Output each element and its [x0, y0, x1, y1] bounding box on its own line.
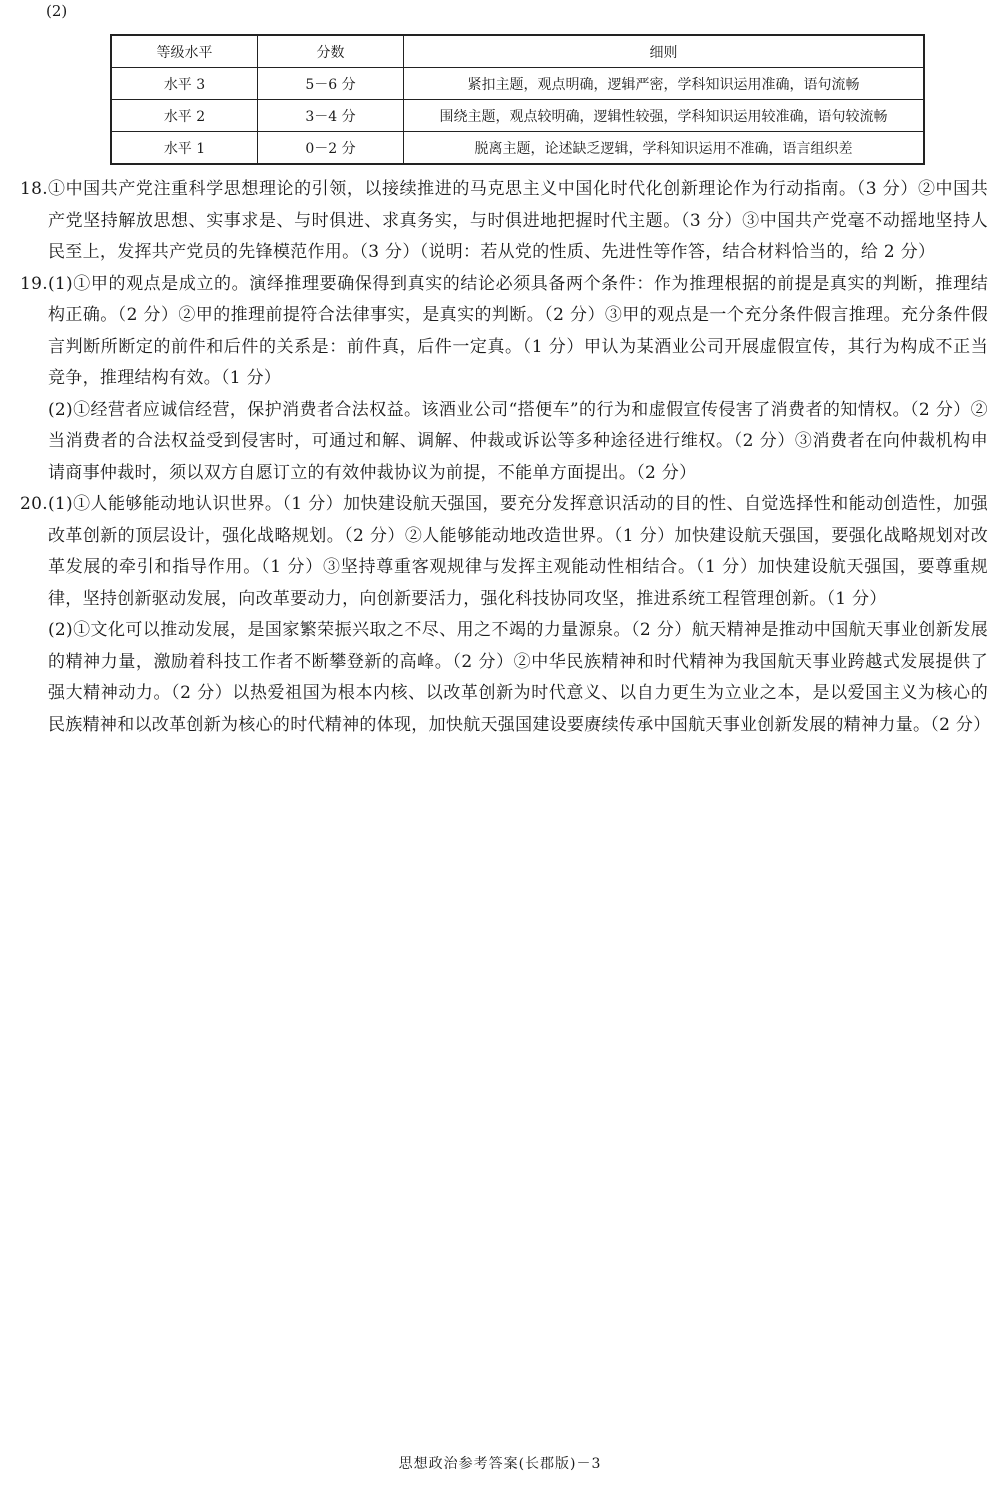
header-level: 等级水平	[111, 35, 258, 68]
question-number: 18.	[20, 179, 48, 199]
level-cell: 水平 1	[111, 132, 258, 165]
question-number: 20.	[20, 494, 48, 514]
criteria-cell: 围绕主题，观点较明确，逻辑性较强，学科知识运用较准确，语句较流畅	[404, 100, 925, 132]
score-cell: 5－6 分	[258, 68, 404, 100]
answer-paragraph: (2)①经营者应诚信经营，保护消费者合法权益。该酒业公司“搭便车”的行为和虚假宣传侵害了消费者的知情权。（2 分）②当消费者的合法权益受到侵害时，可通过和解、调解、仲裁或诉讼等多种途径进行维权。（2 分）③消费者在向仲裁机构申请商事仲裁时，须以双方自愿订立的有效仲裁协议为前提，不能单方面提出。（2 分）	[48, 399, 988, 483]
score-cell: 0－2 分	[258, 132, 404, 165]
criteria-cell: 紧扣主题，观点明确，逻辑严密，学科知识运用准确，语句流畅	[404, 68, 925, 100]
header-criteria: 细则	[404, 35, 925, 68]
scoring-rubric-table	[110, 34, 925, 165]
table-row	[111, 68, 924, 100]
answer-paragraph: (1)①人能够能动地认识世界。（1 分）加快建设航天强国，要充分发挥意识活动的目的性、自觉选择性和能动创造性，加强改革创新的顶层设计，强化战略规划。（2 分）②人能够能动地改造世界。（1 分）加快建设航天强国，要强化战略规划对改革发展的牵引和指导作用。（1 分）③坚持尊重客观规律与发挥主观能动性相结合。（1 分）加快建设航天强国，要尊重规律，坚持创新驱动发展，向改革要动力，向创新要活力，强化科技协同攻坚，推进系统工程管理创新。（1 分）	[48, 494, 988, 609]
page-footer: 思想政治参考答案(长郡版)－3	[398, 1456, 602, 1472]
table-row	[111, 100, 924, 132]
header-score: 分数	[258, 35, 404, 68]
question-19	[20, 269, 988, 490]
score-cell: 3－4 分	[258, 100, 404, 132]
part-label: (2)	[46, 2, 68, 20]
level-cell: 水平 3	[111, 68, 258, 100]
answer-paragraph: ①中国共产党注重科学思想理论的引领，以接续推进的马克思主义中国化时代化创新理论作为行动指南。（3 分）②中国共产党坚持解放思想、实事求是、与时俱进、求真务实，与时俱进地把握时代主题。（3 分）③中国共产党毫不动摇地坚持人民至上，发挥共产党员的先锋模范作用。（3 分）（说明：若从党的性质、先进性等作答，结合材料恰当的，给 2 分）	[48, 179, 988, 262]
criteria-cell: 脱离主题，论述缺乏逻辑，学科知识运用不准确，语言组织差	[404, 132, 925, 165]
question-18	[20, 174, 988, 269]
question-number: 19.	[20, 273, 48, 294]
answers-section	[20, 174, 991, 741]
table-header-row	[111, 35, 924, 68]
answer-paragraph: (1)①甲的观点是成立的。演绎推理要确保得到真实的结论必须具备两个条件：作为推理根据的前提是真实的判断，推理结构正确。（2 分）②甲的推理前提符合法律事实，是真实的判断。（2 分）③甲的观点是一个充分条件假言推理。充分条件假言判断所断定的前件和后件的关系是：前件真，后件一定真。（1 分）甲认为某酒业公司开展虚假宣传，其行为构成不正当竞争，推理结构有效。（1 分）	[48, 273, 988, 388]
table-row	[111, 132, 924, 165]
question-20	[20, 489, 991, 741]
answer-paragraph: (2)①文化可以推动发展，是国家繁荣振兴取之不尽、用之不竭的力量源泉。（2 分）航天精神是推动中国航天事业创新发展的精神力量，激励着科技工作者不断攀登新的高峰。（2 分）②中华民族精神和时代精神为我国航天事业跨越式发展提供了强大精神动力。（2 分）以热爱祖国为根本内核、以改革创新为时代意义、以自力更生为立业之本，是以爱国主义为核心的民族精神和以改革创新为核心的时代精神的体现，加快航天强国建设要赓续传承中国航天事业创新发展的精神力量。（2 分）	[48, 620, 991, 735]
level-cell: 水平 2	[111, 100, 258, 132]
